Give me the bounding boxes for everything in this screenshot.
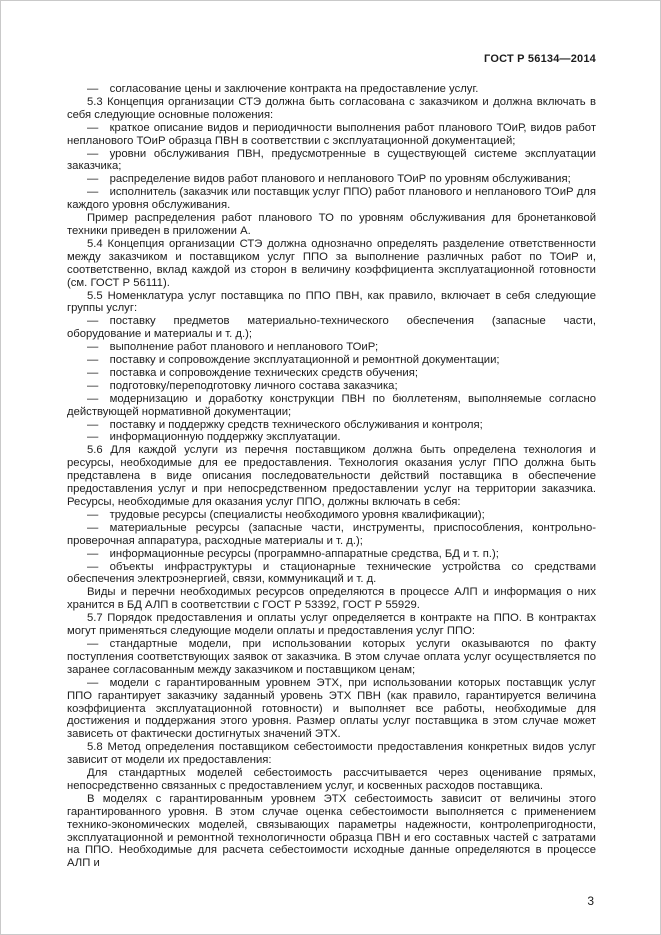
list-item: — материальные ресурсы (запасные части, инструменты, приспособления, контрольно-проверочная аппаратура, расходные материалы и т. д.); [67,521,596,547]
paragraph: 5.3 Концепция организации СТЭ должна быть согласована с заказчиком и должна включать в себя следующие основные положения: [67,95,596,121]
list-item: — модернизацию и доработку конструкции ПВН по бюллетеням, выполняемые согласно действующей нормативной документации; [67,392,596,418]
document-header: ГОСТ Р 56134—2014 [484,53,596,65]
list-item: — объекты инфраструктуры и стационарные технические устройства со средствами обеспечения электроэнергией, связи, коммуникаций и т. д. [67,560,596,586]
list-item: — модели с гарантированным уровнем ЭТХ, при использовании которых поставщик услуг ППО гарантирует заказчику заданный уровень ЭТХ ПВН (как правило, гарантируется величина коэффициента эксплуатационной готовности) и выполняет все работы, необходимые для достижения и поддержания этого уровня. Размер оплаты услуг поставщика в этом случае может зависеть от фактически достигнутых значений ЭТХ. [67,676,596,741]
paragraph: 5.5 Номенклатура услуг поставщика по ППО ПВН, как правило, включает в себя следующие группы услуг: [67,289,596,315]
list-item: — подготовку/переподготовку личного состава заказчика; [87,379,398,392]
paragraph: Для стандартных моделей себестоимость рассчитывается через оценивание прямых, непосредственно связанных с предоставлением услуг, и косвенных расходов поставщика. [67,767,596,792]
list-item: — исполнитель (заказчик или поставщик услуг ППО) работ планового и непланового ТОиР для каждого уровня обслуживания. [67,186,596,212]
list-item: — выполнение работ планового и непланового ТОиР; [87,341,379,354]
list-item: — поставку и сопровождение эксплуатационной и ремонтной документации; [87,354,500,367]
list-item: — стандартные модели, при использовании которых услуги оказываются по факту поступления соответствующих заявок от заказчика. В этом случае оплата услуг осуществляется по заранее согласованным между заказчиком и поставщиком ценам; [67,637,596,676]
list-item: — информационные ресурсы (программно-аппаратные средства, БД и т. п.); [87,547,499,560]
paragraph: 5.7 Порядок предоставления и оплаты услуг определяется в контракте на ППО. В контрактах могут применяться следующие модели оплаты и предоставления услуг ППО: [67,612,596,638]
list-item: — краткое описание видов и периодичности выполнения работ планового ТОиР, видов работ непланового ТОиР образца ПВН в соответствии с эксплуатационной документацией; [67,121,596,147]
page-number: 3 [587,894,594,908]
paragraph: 5.8 Метод определения поставщиком себестоимости предоставления конкретных видов услуг зависит от модели их предоставления: [67,741,596,767]
paragraph: Виды и перечни необходимых ресурсов определяются в процессе АЛП и информация о них хранится в БД АЛП в соответствии с ГОСТ Р 53392, ГОСТ Р 55929. [67,586,596,612]
list-item: — уровни обслуживания ПВН, предусмотренные в существующей системе эксплуатации заказчика; [67,147,596,173]
paragraph: В моделях с гарантированным уровнем ЭТХ себестоимость зависит от величины этого гарантированного уровня. В этом случае оценка себестоимости выполняется с применением технико-экономических моделей, связывающих параметры надежности, контролепригодности, эксплуатационной и ремонтной технологичности образца ПВН и его составных частей с затратами на ППО. Необходимые для расчета себестоимости исходные данные определяются в процессе АЛП и [67,792,596,870]
paragraph: Пример распределения работ планового ТО по уровням обслуживания для бронетанковой техники приведен в приложении А. [67,212,596,237]
list-item: — поставка и сопровождение технических средств обучения; [87,366,418,379]
list-item: — согласование цены и заключение контракта на предоставление услуг. [87,83,479,95]
list-item: — поставку и поддержку средств технического обслуживания и контроля; [87,418,483,431]
paragraph: 5.4 Концепция организации СТЭ должна однозначно определять разделение ответственности между заказчиком и поставщиком услуг ППО за выполнение различных работ по ТОиР и, соответственно, вклад каждой из сторон в величину коэффициента эксплуатационной готовности (см. ГОСТ Р 56111). [67,237,596,289]
list-item: — информационную поддержку эксплуатации. [87,431,341,444]
paragraph: 5.6 Для каждой услуги из перечня поставщиком должна быть определена технология и ресурсы, необходимые для ее предоставления. Технология оказания услуг ППО должна быть представлена в виде описания последовательности действий поставщика в обеспечение предоставления услуг и при непосредственном предоставлении услуг на территории заказчика. Ресурсы, необходимые для оказания услуг ППО, должны включать в себя: [67,444,596,508]
list-item: — поставку предметов материально-технического обеспечения (запасные части, оборудование и материалы и т. д.); [67,315,596,341]
document-body [67,83,596,870]
list-item: — трудовые ресурсы (специалисты необходимого уровня квалификации); [87,508,485,521]
list-item: — распределение видов работ планового и непланового ТОиР по уровням обслуживания; [87,173,571,186]
